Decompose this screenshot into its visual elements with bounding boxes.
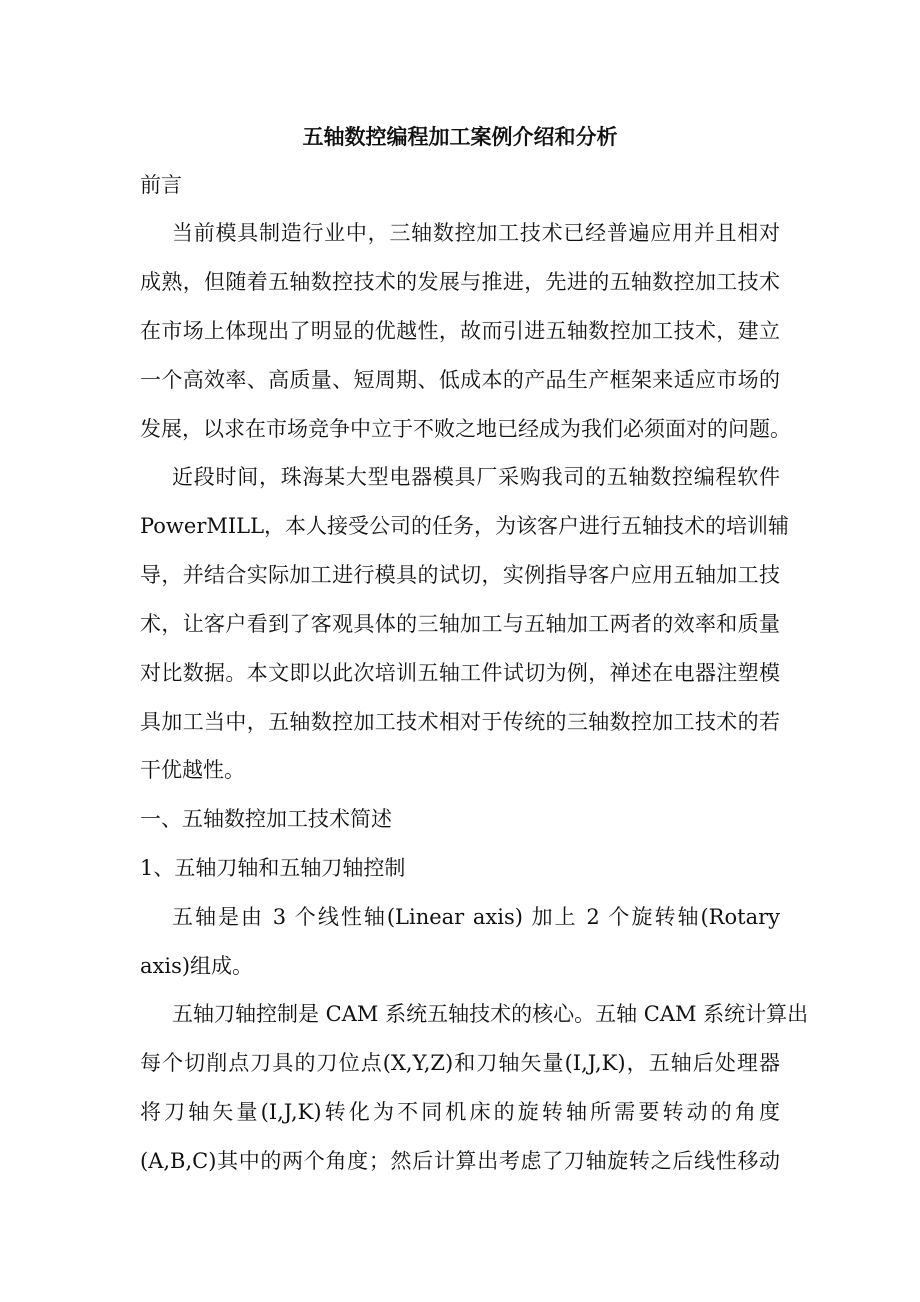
- paragraph-1-line: 在市场上体现出了明显的优越性，故而引进五轴数控加工技术，建立: [140, 319, 780, 343]
- paragraph-2-line: 近段时间，珠海某大型电器模具厂采购我司的五轴数控编程软件: [172, 465, 780, 489]
- paragraph-3-line: axis)组成。: [140, 954, 254, 978]
- paragraph-2-line: 对比数据。本文即以此次培训五轴工件试切为例，禅述在电器注塑模: [140, 661, 780, 685]
- paragraph-2-line: 导，并结合实际加工进行模具的试切，实例指导客户应用五轴加工技: [140, 563, 780, 587]
- section-1-heading: 一、五轴数控加工技术简述: [140, 807, 392, 831]
- paragraph-4-line: 每个切削点刀具的刀位点(X,Y,Z)和刀轴矢量(I,J,K)，五轴后处理器: [140, 1051, 780, 1075]
- subsection-1-heading: 1、五轴刀轴和五轴刀轴控制: [140, 856, 406, 880]
- paragraph-1-line: 发展，以求在市场竞争中立于不败之地已经成为我们必须面对的问题。: [140, 417, 791, 441]
- paragraph-1-line: 当前模具制造行业中，三轴数控加工技术已经普遍应用并且相对: [172, 221, 780, 245]
- paragraph-4-line: (A,B,C)其中的两个角度；然后计算出考虑了刀轴旋转之后线性移动: [140, 1149, 780, 1173]
- paragraph-2-line: 术，让客户看到了客观具体的三轴加工与五轴加工两者的效率和质量: [140, 612, 780, 636]
- paragraph-3-line: 五轴是由 3 个线性轴(Linear axis) 加上 2 个旋转轴(Rotary: [172, 905, 780, 929]
- paragraph-2-line: PowerMILL，本人接受公司的任务，为该客户进行五轴技术的培训辅: [140, 514, 790, 538]
- document-title: 五轴数控编程加工案例介绍和分析: [302, 124, 618, 149]
- paragraph-4-line: 将刀轴矢量(I,J,K)转化为不同机床的旋转轴所需要转动的角度: [140, 1100, 780, 1124]
- paragraph-1-line: 成熟，但随着五轴数控技术的发展与推进，先进的五轴数控加工技术: [140, 270, 780, 294]
- paragraph-4-line: 五轴刀轴控制是 CAM 系统五轴技术的核心。五轴 CAM 系统计算出: [172, 1002, 809, 1026]
- paragraph-1-line: 一个高效率、高质量、短周期、低成本的产品生产框架来适应市场的: [140, 368, 780, 392]
- preface-heading: 前言: [140, 173, 182, 197]
- paragraph-2-line: 具加工当中，五轴数控加工技术相对于传统的三轴数控加工技术的若: [140, 710, 780, 734]
- paragraph-2-line: 干优越性。: [140, 758, 245, 782]
